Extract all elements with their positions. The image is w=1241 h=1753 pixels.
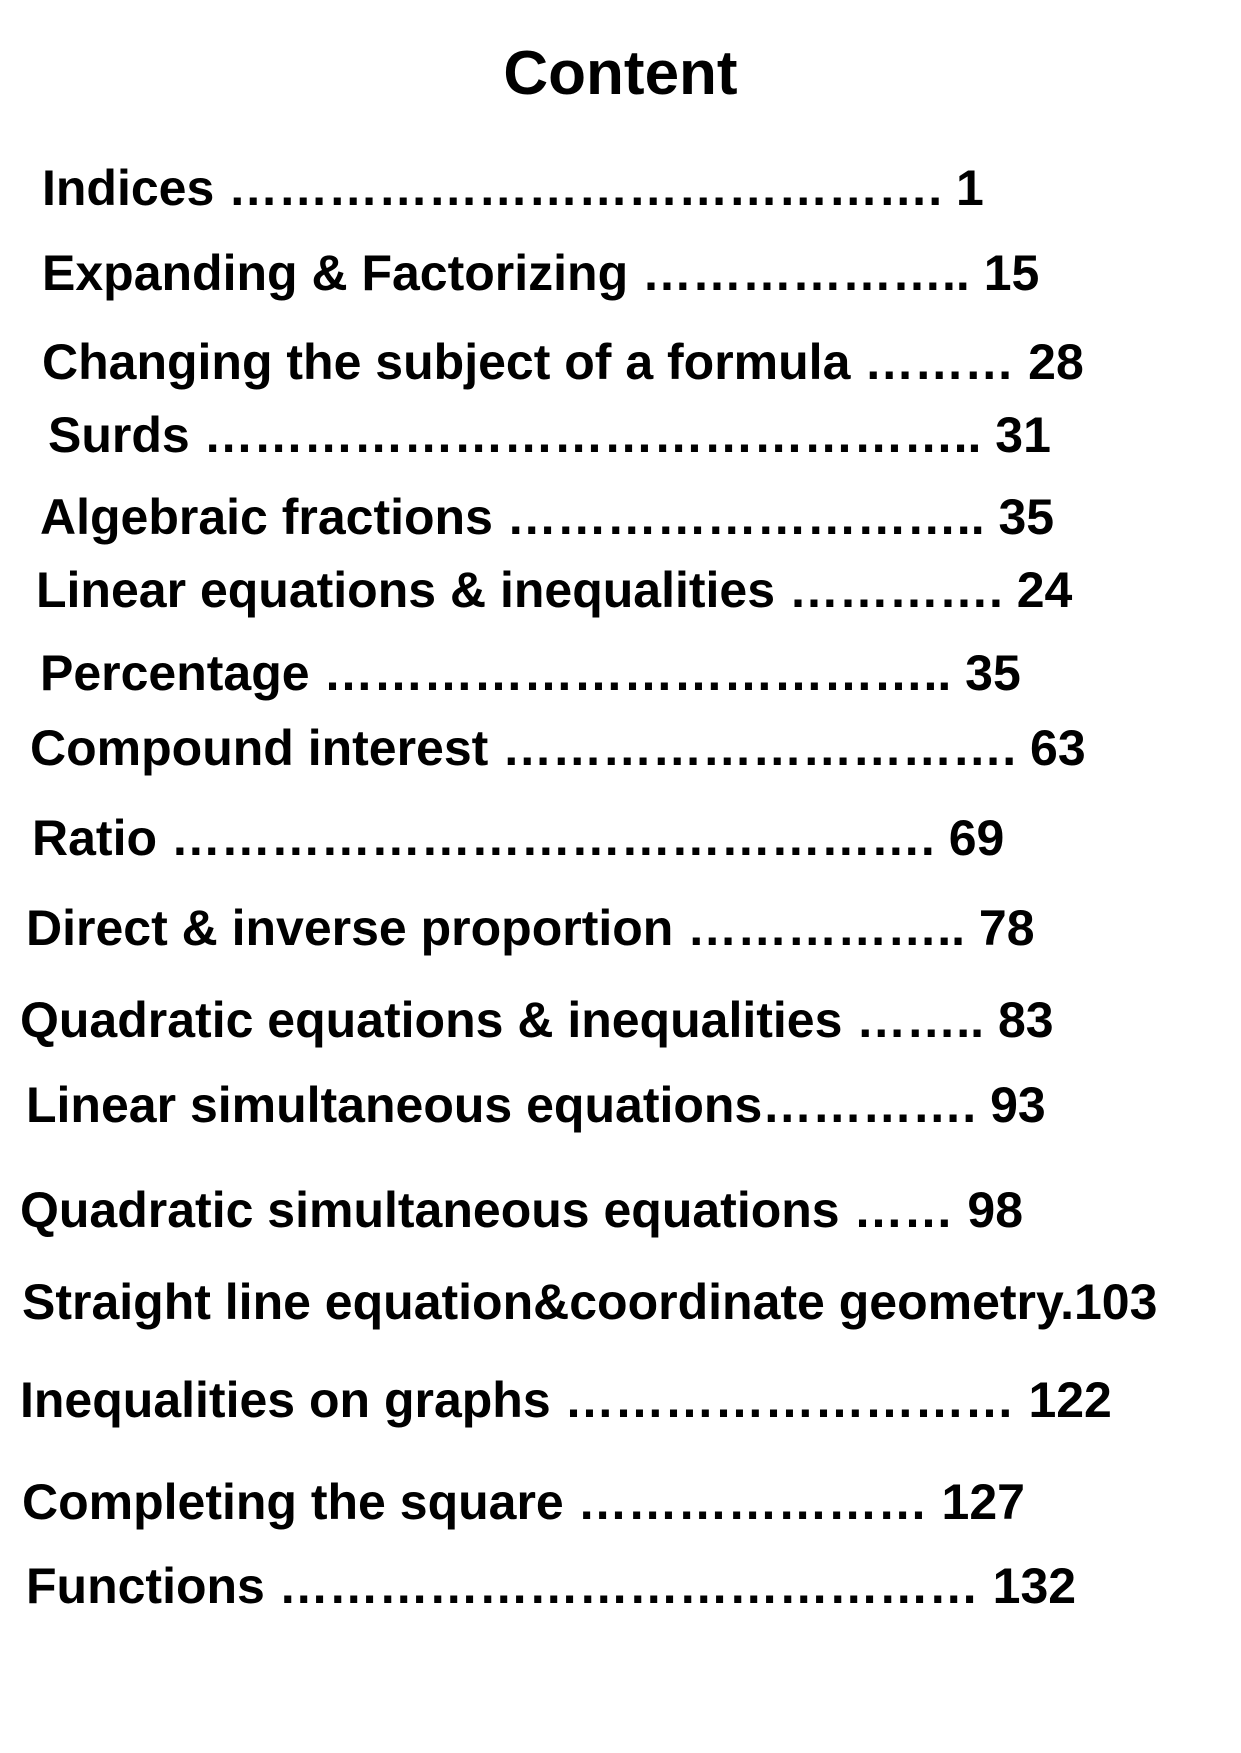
toc-entry-surds: [48, 405, 1051, 465]
toc-page-number: 98: [967, 1182, 1024, 1238]
toc-topic: Ratio: [32, 810, 157, 866]
toc-entry-quadratic-equations: [20, 990, 1054, 1050]
toc-topic: Direct & inverse proportion: [26, 900, 674, 956]
toc-entry-ratio: [32, 808, 1004, 868]
toc-page-number: 78: [978, 900, 1035, 956]
toc-leader: ………………………….: [488, 720, 1031, 776]
toc-topic: Straight line equation&coordinate geometry: [22, 1274, 1061, 1330]
toc-leader: ………………………: [550, 1372, 1029, 1428]
toc-page-number: 35: [998, 489, 1055, 545]
toc-entry-percentage: [40, 643, 1021, 703]
toc-entry-direct-inverse-proportion: [26, 898, 1035, 958]
toc-leader: …………………: [563, 1474, 942, 1530]
toc-entry-compound-interest: [30, 718, 1086, 778]
toc-topic: Functions: [26, 1558, 265, 1614]
toc-entry-linear-simultaneous: [26, 1075, 1046, 1135]
toc-page-number: 83: [997, 992, 1054, 1048]
toc-page-number: 122: [1028, 1372, 1112, 1428]
toc-entry-completing-square: [22, 1472, 1025, 1532]
toc-topic: Completing the square: [22, 1474, 564, 1530]
toc-page-number: 93: [990, 1077, 1046, 1133]
toc-leader: ……..: [842, 992, 998, 1048]
toc-page-number: 24: [1016, 562, 1073, 618]
toc-page-number: 63: [1030, 720, 1086, 776]
toc-page-number: 31: [995, 407, 1051, 463]
toc-page-number: 69: [948, 810, 1005, 866]
toc-entry-expanding-factorizing: [42, 243, 1039, 303]
toc-topic: Surds: [48, 407, 190, 463]
toc-entry-linear-equations: [36, 560, 1072, 620]
toc-topic: Indices: [42, 160, 215, 216]
toc-page-number: 1: [955, 160, 984, 216]
toc-leader: ……: [839, 1182, 968, 1238]
toc-topic: Quadratic equations & inequalities: [20, 992, 843, 1048]
toc-topic: Linear equations & inequalities: [36, 562, 776, 618]
toc-topic: Quadratic simultaneous equations: [20, 1182, 840, 1238]
toc-page-number: 103: [1074, 1274, 1158, 1330]
toc-leader: ……………..: [673, 900, 979, 956]
toc-entry-algebraic-fractions: [40, 487, 1054, 547]
toc-entry-quadratic-simultaneous: [20, 1180, 1023, 1240]
toc-entry-changing-subject: [42, 332, 1084, 392]
toc-topic: Compound interest: [30, 720, 489, 776]
toc-entry-functions: [26, 1556, 1076, 1616]
toc-leader: ………………………………………..: [189, 407, 996, 463]
toc-page-number: 28: [1028, 334, 1084, 390]
toc-topic: Changing the subject of a formula: [42, 334, 851, 390]
toc-leader: ………………………..: [492, 489, 999, 545]
toc-leader: ………….: [762, 1077, 991, 1133]
toc-entry-straight-line: [22, 1272, 1157, 1332]
toc-leader: ………………………………..: [309, 645, 966, 701]
toc-topic: Percentage: [40, 645, 310, 701]
toc-leader: ………………..: [628, 245, 984, 301]
toc-entry-indices: [42, 158, 984, 218]
toc-leader: ……………………………………: [264, 1558, 993, 1614]
toc-topic: Expanding & Factorizing: [42, 245, 629, 301]
toc-page-number: 35: [965, 645, 1021, 701]
toc-topic: Algebraic fractions: [40, 489, 493, 545]
page-title: Content: [503, 39, 738, 108]
toc-topic: Linear simultaneous equations: [26, 1077, 763, 1133]
toc-page-number: 132: [992, 1558, 1077, 1614]
toc-leader: …………………………………….: [214, 160, 956, 216]
toc-entry-inequalities-graphs: [20, 1370, 1112, 1430]
toc-leader: .: [1060, 1274, 1074, 1330]
toc-topic: Inequalities on graphs: [20, 1372, 551, 1428]
toc-leader: ……………………………………….: [157, 810, 949, 866]
toc-page-number: 127: [941, 1474, 1025, 1530]
toc-leader: ………….: [775, 562, 1017, 618]
toc-page-number: 15: [983, 245, 1040, 301]
toc-leader: ………: [850, 334, 1029, 390]
